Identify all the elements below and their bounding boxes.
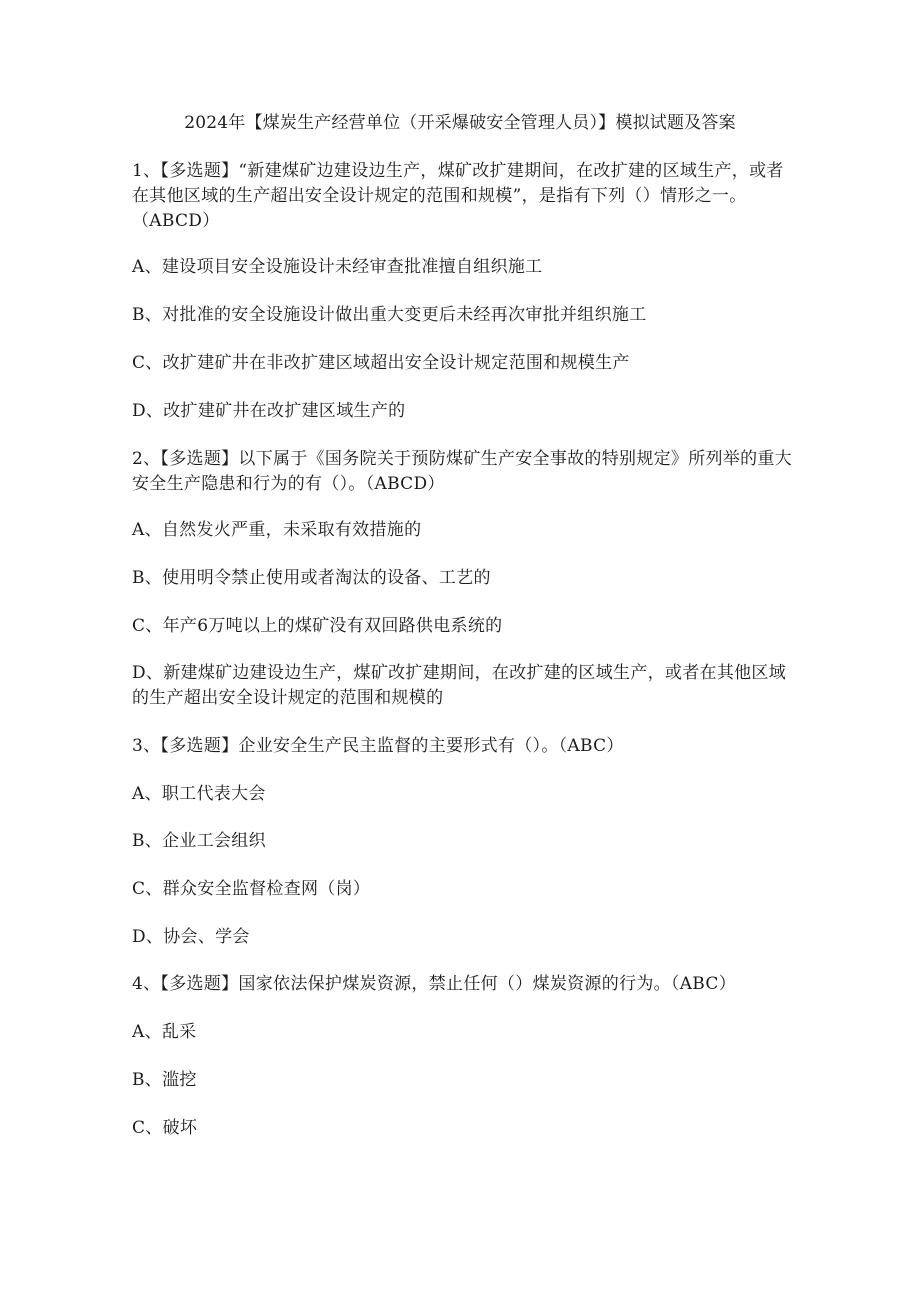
question-2-option-d: D、新建煤矿边建设边生产，煤矿改扩建期间，在改扩建的区域生产，或者在其他区域的生产超出安全设计规定的范围和规模的 (132, 663, 787, 708)
question-4-option-b: B、滥挖 (132, 1070, 197, 1090)
question-4-option-c: C、破坏 (132, 1118, 198, 1138)
question-1-option-d: D、改扩建矿井在改扩建区域生产的 (132, 401, 406, 421)
question-3-stem: 3、【多选题】企业安全生产民主监督的主要形式有（）。（ABC） (132, 736, 624, 756)
question-1-option-a: A、建设项目安全设施设计未经审查批准擅自组织施工 (132, 257, 543, 277)
question-3-option-c: C、群众安全监督检查网（岗） (132, 879, 371, 899)
question-3-option-a: A、职工代表大会 (132, 784, 266, 804)
question-1-stem: 1、【多选题】“新建煤矿边建设边生产，煤矿改扩建期间，在改扩建的区域生产，或者在其他区域的生产超出安全设计规定的范围和规模”，是指有下列（）情形之一。（ABCD） (132, 161, 784, 231)
question-1-option-b: B、对批准的安全设施设计做出重大变更后未经再次审批并组织施工 (132, 305, 647, 325)
question-2-option-a: A、自然发火严重，未采取有效措施的 (132, 520, 422, 540)
question-4-option-a: A、乱采 (132, 1022, 197, 1042)
question-2-option-b: B、使用明令禁止使用或者淘汰的设备、工艺的 (132, 568, 491, 588)
question-3-option-b: B、企业工会组织 (132, 831, 266, 851)
question-2-option-c: C、年产6万吨以上的煤矿没有双回路供电系统的 (132, 616, 503, 636)
document-title: 2024年【煤炭生产经营单位（开采爆破安全管理人员）】模拟试题及答案 (184, 113, 736, 133)
question-2-stem: 2、【多选题】以下属于《国务院关于预防煤矿生产安全事故的特别规定》所列举的重大安全生产隐患和行为的有（）。（ABCD） (132, 449, 793, 494)
question-4-stem: 4、【多选题】国家依法保护煤炭资源，禁止任何（）煤炭资源的行为。（ABC） (132, 974, 737, 994)
question-3-option-d: D、协会、学会 (132, 927, 250, 947)
question-1-option-c: C、改扩建矿井在非改扩建区域超出安全设计规定范围和规模生产 (132, 353, 630, 373)
